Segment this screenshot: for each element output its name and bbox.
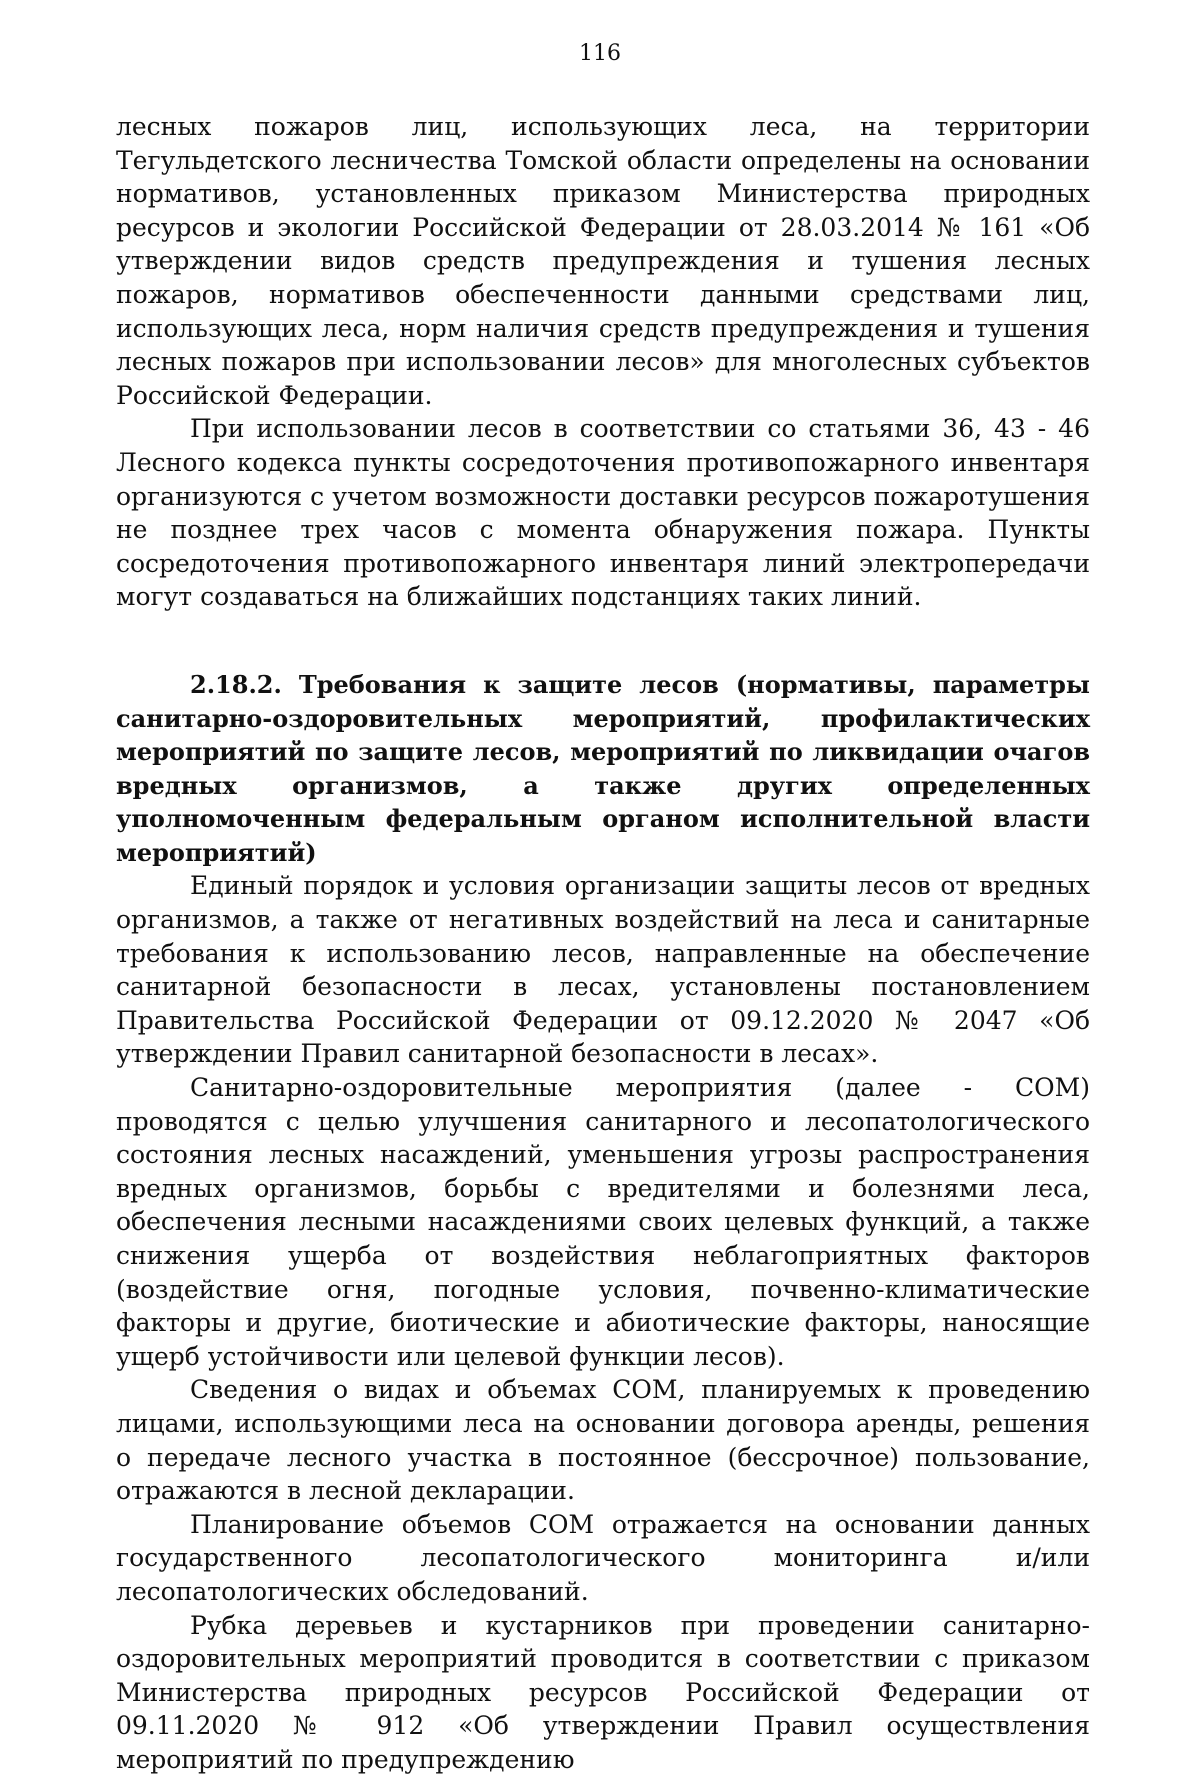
paragraph-continuation: лесных пожаров лиц, использующих леса, на территории Тегульдетского лесничества Томской области определены на основании нормативов, установленных приказом Министерства природных ресурсов и экологии Российской Федерации от 28.03.2014 № 161 «Об утверждении видов средств предупреждения и тушения лесных пожаров, нормативов обеспеченности данными средствами лиц, использующих леса, норм наличия средств предупреждения и тушения лесных пожаров при использовании лесов» для многолесных субъектов Российской Федерации. xyxy=(116,112,1090,410)
section-heading: 2.18.2. Требования к защите лесов (нормативы, параметры санитарно-оздоровительных мероприятий, профилактических мероприятий по защите лесов, мероприятий по ликвидации очагов вредных организмов, а также других определенных уполномоченным федеральным органом исполнительной власти мероприятий) xyxy=(116,669,1090,867)
page-content xyxy=(116,110,1090,1777)
paragraph-fire-inventory-points: При использовании лесов в соответствии со статьями 36, 43 - 46 Лесного кодекса пункты сосредоточения противопожарного инвентаря организуются с учетом возможности доставки ресурсов пожаротушения не позднее трех часов с момента обнаружения пожара. Пункты сосредоточения противопожарного инвентаря линий электропередачи могут создаваться на ближайших подстанциях таких линий. xyxy=(116,414,1090,612)
paragraph-som-declaration: Сведения о видах и объемах СОМ, планируемых к проведению лицами, использующими леса на основании договора аренды, решения о передаче лесного участка в постоянное (бессрочное) пользование, отражаются в лесной декларации. xyxy=(116,1375,1090,1506)
paragraph-sanitary-rules: Единый порядок и условия организации защиты лесов от вредных организмов, а также от негативных воздействий на леса и санитарные требования к использованию лесов, направленные на обеспечение санитарной безопасности в лесах, установлены постановлением Правительства Российской Федерации от 09.12.2020 № 2047 «Об утверждении Правил санитарной безопасности в лесах». xyxy=(116,871,1090,1069)
paragraph-som-planning: Планирование объемов СОМ отражается на основании данных государственного лесопатологического мониторинга и/или лесопатологических обследований. xyxy=(116,1509,1090,1606)
section-spacer xyxy=(116,614,1090,668)
page-number: 116 xyxy=(579,41,621,66)
paragraph-som-definition: Санитарно-оздоровительные мероприятия (далее - СОМ) проводятся с целью улучшения санитарного и лесопатологического состояния лесных насаждений, уменьшения угрозы распространения вредных организмов, борьбы с вредителями и болезнями леса, обеспечения лесными насаждениями своих целевых функций, а также снижения ущерба от воздействия неблагоприятных факторов (воздействие огня, погодные условия, почвенно-климатические факторы и другие, биотические и абиотические факторы, наносящие ущерб устойчивости или целевой функции лесов). xyxy=(116,1073,1090,1371)
paragraph-tree-felling: Рубка деревьев и кустарников при проведении санитарно-оздоровительных мероприятий проводится в соответствии с приказом Министерства природных ресурсов Российской Федерации от 09.11.2020 № 912 «Об утверждении Правил осуществления мероприятий по предупреждению xyxy=(116,1610,1090,1774)
